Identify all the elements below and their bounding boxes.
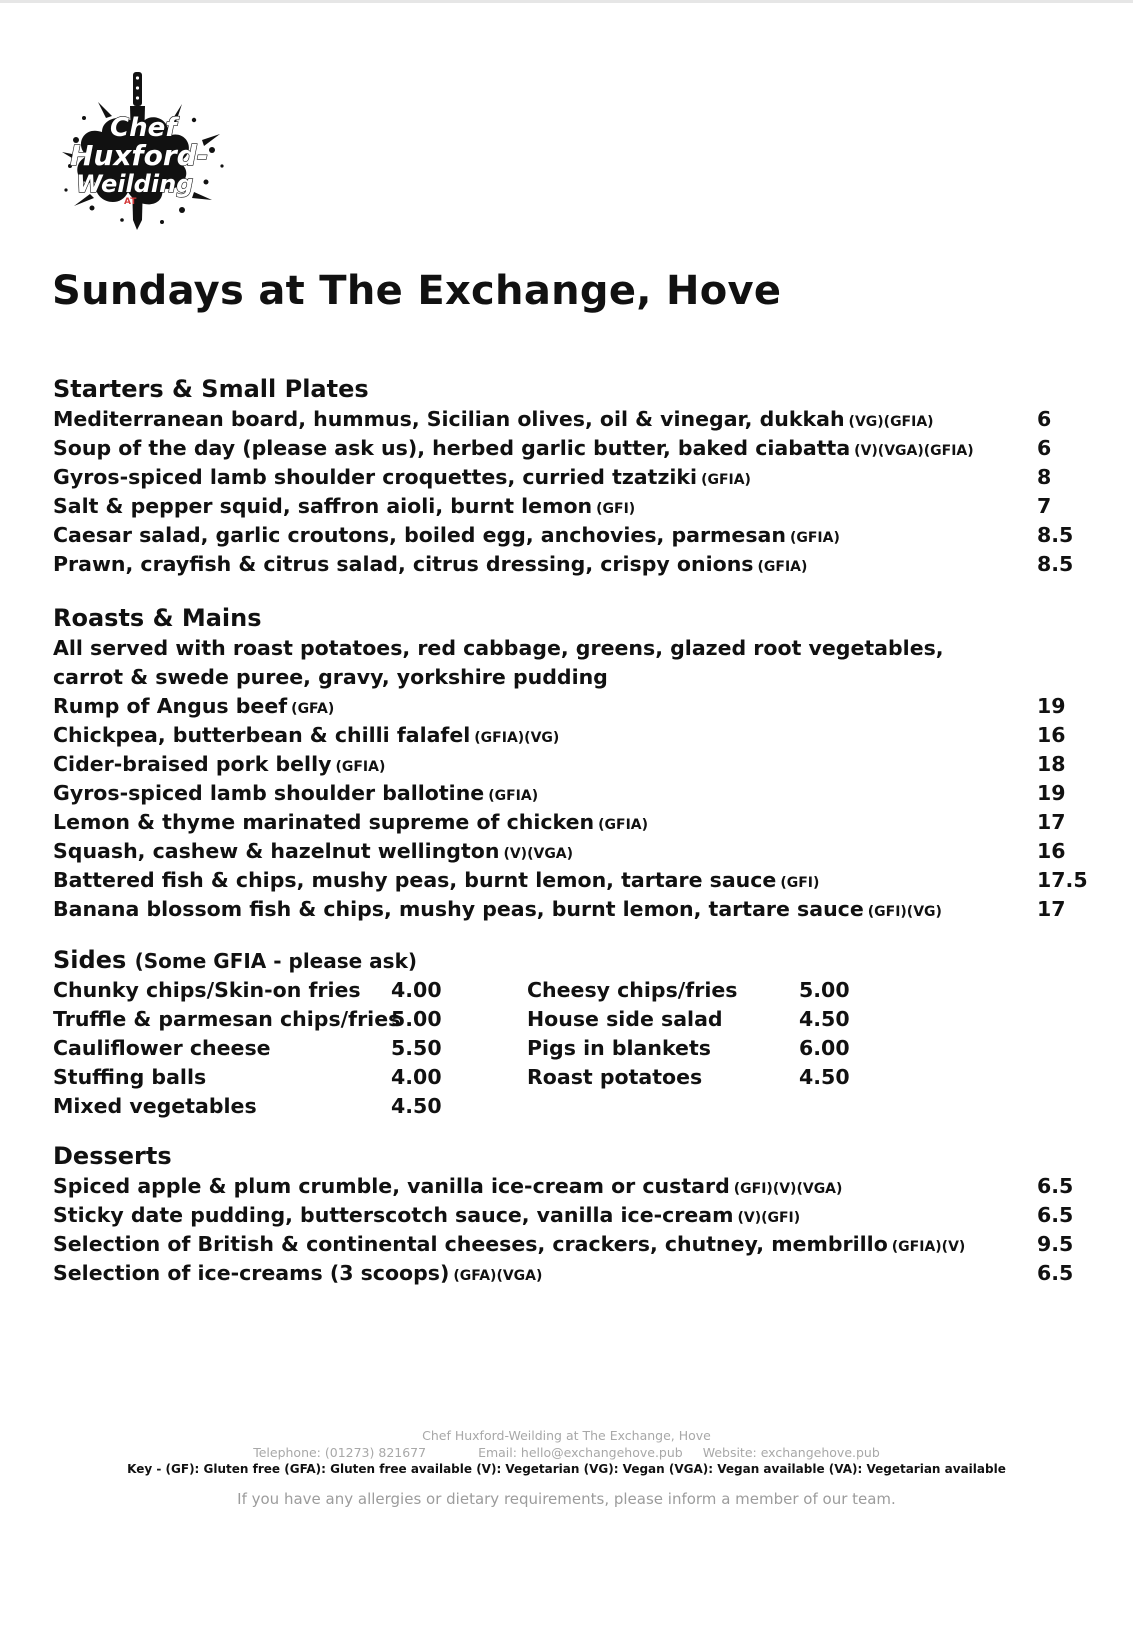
sides-heading-title: Sides xyxy=(53,946,127,974)
side-item-name: Cheesy chips/fries xyxy=(527,978,738,1002)
side-item-price: 4.00 xyxy=(391,978,442,1002)
side-item-name: Cauliflower cheese xyxy=(53,1036,271,1060)
menu-item xyxy=(53,692,1083,721)
menu-item-name: Caesar salad, garlic croutons, boiled egg, anchovies, parmesan xyxy=(53,523,786,547)
menu-item xyxy=(53,1230,1083,1259)
starters-list xyxy=(53,405,1083,579)
desserts-list xyxy=(53,1172,1083,1288)
side-item-price: 5.50 xyxy=(391,1036,442,1060)
menu-item-name: Selection of ice-creams (3 scoops) xyxy=(53,1261,450,1285)
footer-telephone: Telephone: (01273) 821677 xyxy=(253,1445,427,1460)
menu-item-price: 19 xyxy=(1037,781,1066,805)
menu-item xyxy=(53,837,1083,866)
mains-description-line-1: All served with roast potatoes, red cabbage, greens, glazed root vegetables, xyxy=(53,636,944,660)
side-item-price: 4.50 xyxy=(391,1094,442,1118)
side-item-price: 5.00 xyxy=(391,1007,442,1031)
sides-heading-note: (Some GFIA - please ask) xyxy=(134,949,418,973)
dietary-tags: (GFA) xyxy=(291,701,335,717)
side-item-name: Stuffing balls xyxy=(53,1065,207,1089)
menu-item xyxy=(53,550,1083,579)
menu-item xyxy=(53,1259,1083,1288)
footer-email[interactable]: Email: hello@exchangehove.pub xyxy=(478,1445,683,1460)
desserts-heading: Desserts xyxy=(53,1142,172,1170)
side-item-price: 6.00 xyxy=(799,1036,850,1060)
side-item xyxy=(527,1063,927,1092)
footer-contacts xyxy=(0,1445,1133,1460)
chef-logo xyxy=(62,70,232,235)
sides-right-column xyxy=(527,976,927,1092)
side-item-name: Pigs in blankets xyxy=(527,1036,711,1060)
mains-list xyxy=(53,692,1088,924)
menu-item-name: Spiced apple & plum crumble, vanilla ice-cream or custard xyxy=(53,1174,730,1198)
footer-website[interactable]: Website: exchangehove.pub xyxy=(702,1445,880,1460)
menu-item xyxy=(53,779,1083,808)
dietary-tags: (GFIA) xyxy=(789,530,840,546)
dietary-tags: (GFIA) xyxy=(598,817,649,833)
starters-heading: Starters & Small Plates xyxy=(53,375,369,403)
sides-heading xyxy=(53,944,1083,976)
mains-description-line-2: carrot & swede puree, gravy, yorkshire pudding xyxy=(53,665,608,689)
menu-item-price: 19 xyxy=(1037,694,1066,718)
menu-item-name: Gyros-spiced lamb shoulder croquettes, curried tzatziki xyxy=(53,465,698,489)
menu-item-price: 6.5 xyxy=(1037,1261,1074,1285)
svg-text:Chef: Chef xyxy=(110,113,177,143)
menu-item xyxy=(53,895,1083,924)
menu-item-name: Chickpea, butterbean & chilli falafel xyxy=(53,723,471,747)
menu-item-name: Rump of Angus beef xyxy=(53,694,288,718)
side-item xyxy=(53,1005,473,1034)
dietary-tags: (V)(VGA) xyxy=(503,846,574,862)
menu-item-price: 16 xyxy=(1037,839,1066,863)
menu-item-name: Mediterranean board, hummus, Sicilian olives, oil & vinegar, dukkah xyxy=(53,407,845,431)
side-item-price: 4.00 xyxy=(391,1065,442,1089)
menu-item-price: 6 xyxy=(1037,407,1052,431)
menu-item xyxy=(53,866,1088,895)
menu-item xyxy=(53,521,1083,550)
dietary-tags: (GFIA)(VG) xyxy=(474,730,560,746)
menu-item-name: Salt & pepper squid, saffron aioli, burnt lemon xyxy=(53,494,593,518)
menu-item xyxy=(53,463,1083,492)
svg-text:AT: AT xyxy=(124,197,137,207)
menu-item-name: Prawn, crayfish & citrus salad, citrus dressing, crispy onions xyxy=(53,552,754,576)
side-item-name: Roast potatoes xyxy=(527,1065,703,1089)
footer-venue: Chef Huxford-Weilding at The Exchange, Hove xyxy=(422,1428,711,1443)
menu-item-price: 18 xyxy=(1037,752,1066,776)
dietary-tags: (GFIA) xyxy=(757,559,808,575)
mains-heading: Roasts & Mains xyxy=(53,604,262,632)
svg-text:Weilding: Weilding xyxy=(76,170,194,198)
menu-item xyxy=(53,405,1083,434)
dietary-tags: (GFIA)(V) xyxy=(891,1239,966,1255)
menu-item-name: Sticky date pudding, butterscotch sauce, vanilla ice-cream xyxy=(53,1203,734,1227)
page-title: Sundays at The Exchange, Hove xyxy=(52,268,782,314)
menu-item-name: Gyros-spiced lamb shoulder ballotine xyxy=(53,781,485,805)
side-item xyxy=(527,1005,927,1034)
dietary-tags: (GFIA) xyxy=(488,788,539,804)
side-item-price: 5.00 xyxy=(799,978,850,1002)
menu-item-price: 6 xyxy=(1037,436,1052,460)
menu-item-name: Banana blossom fish & chips, mushy peas, burnt lemon, tartare sauce xyxy=(53,897,864,921)
dietary-tags: (V)(GFI) xyxy=(737,1210,801,1226)
menu-item-price: 9.5 xyxy=(1037,1232,1074,1256)
menu-item xyxy=(53,1201,1083,1230)
menu-item-price: 16 xyxy=(1037,723,1066,747)
side-item-name: Truffle & parmesan chips/fries xyxy=(53,1007,401,1031)
sides-section xyxy=(53,944,1083,1118)
dietary-tags: (GFI)(V)(VGA) xyxy=(733,1181,843,1197)
side-item-name: Mixed vegetables xyxy=(53,1094,257,1118)
side-item xyxy=(53,1092,473,1121)
menu-item-price: 8 xyxy=(1037,465,1052,489)
menu-item-price: 7 xyxy=(1037,494,1052,518)
side-item-price: 4.50 xyxy=(799,1007,850,1031)
dietary-key: Key - (GF): Gluten free (GFA): Gluten free available (V): Vegetarian (VG): Vegan (VGA): Vegan available (VA): Vegetarian available xyxy=(127,1462,1006,1476)
menu-item xyxy=(53,721,1083,750)
menu-item-price: 6.5 xyxy=(1037,1174,1074,1198)
dietary-tags: (V)(VGA)(GFIA) xyxy=(854,443,974,459)
sides-left-column xyxy=(53,976,473,1121)
menu-item xyxy=(53,750,1083,779)
dietary-tags: (GFIA) xyxy=(701,472,751,488)
footer xyxy=(0,1428,1133,1508)
logo-splash-icon xyxy=(62,70,232,235)
menu-item xyxy=(53,492,1083,521)
starters-section xyxy=(53,373,1083,579)
menu-item-price: 17 xyxy=(1037,810,1066,834)
menu-item-price: 8.5 xyxy=(1037,523,1074,547)
side-item-name: Chunky chips/Skin-on fries xyxy=(53,978,361,1002)
dietary-tags: (GFI)(VG) xyxy=(867,904,942,920)
menu-item xyxy=(53,1172,1083,1201)
menu-item-price: 17 xyxy=(1037,897,1066,921)
menu-item-name: Battered fish & chips, mushy peas, burnt lemon, tartare sauce xyxy=(53,868,777,892)
menu-item-price: 6.5 xyxy=(1037,1203,1074,1227)
menu-item-price: 8.5 xyxy=(1037,552,1074,576)
side-item xyxy=(527,976,927,1005)
menu-item-name: Lemon & thyme marinated supreme of chicken xyxy=(53,810,595,834)
menu-item xyxy=(53,434,1083,463)
menu-item-name: Squash, cashew & hazelnut wellington xyxy=(53,839,500,863)
dietary-tags: (VG)(GFIA) xyxy=(848,414,934,430)
mains-section xyxy=(53,602,1088,924)
menu-item-name: Soup of the day (please ask us), herbed garlic butter, baked ciabatta xyxy=(53,436,851,460)
allergy-notice: If you have any allergies or dietary requirements, please inform a member of our team. xyxy=(237,1490,896,1508)
desserts-section xyxy=(53,1140,1083,1288)
menu-item-name: Cider-braised pork belly xyxy=(53,752,332,776)
side-item xyxy=(53,976,473,1005)
svg-text:Huxford-: Huxford- xyxy=(70,139,209,172)
top-edge xyxy=(0,0,1133,3)
menu-item xyxy=(53,808,1083,837)
menu-item-price: 17.5 xyxy=(1037,868,1088,892)
dietary-tags: (GFA)(VGA) xyxy=(453,1268,543,1284)
side-item xyxy=(53,1034,473,1063)
side-item xyxy=(53,1063,473,1092)
side-item-name: House side salad xyxy=(527,1007,723,1031)
dietary-tags: (GFIA) xyxy=(335,759,386,775)
side-item-price: 4.50 xyxy=(799,1065,850,1089)
menu-item-name: Selection of British & continental cheeses, crackers, chutney, membrillo xyxy=(53,1232,888,1256)
side-item xyxy=(527,1034,927,1063)
dietary-tags: (GFI) xyxy=(780,875,820,891)
dietary-tags: (GFI) xyxy=(596,501,636,517)
